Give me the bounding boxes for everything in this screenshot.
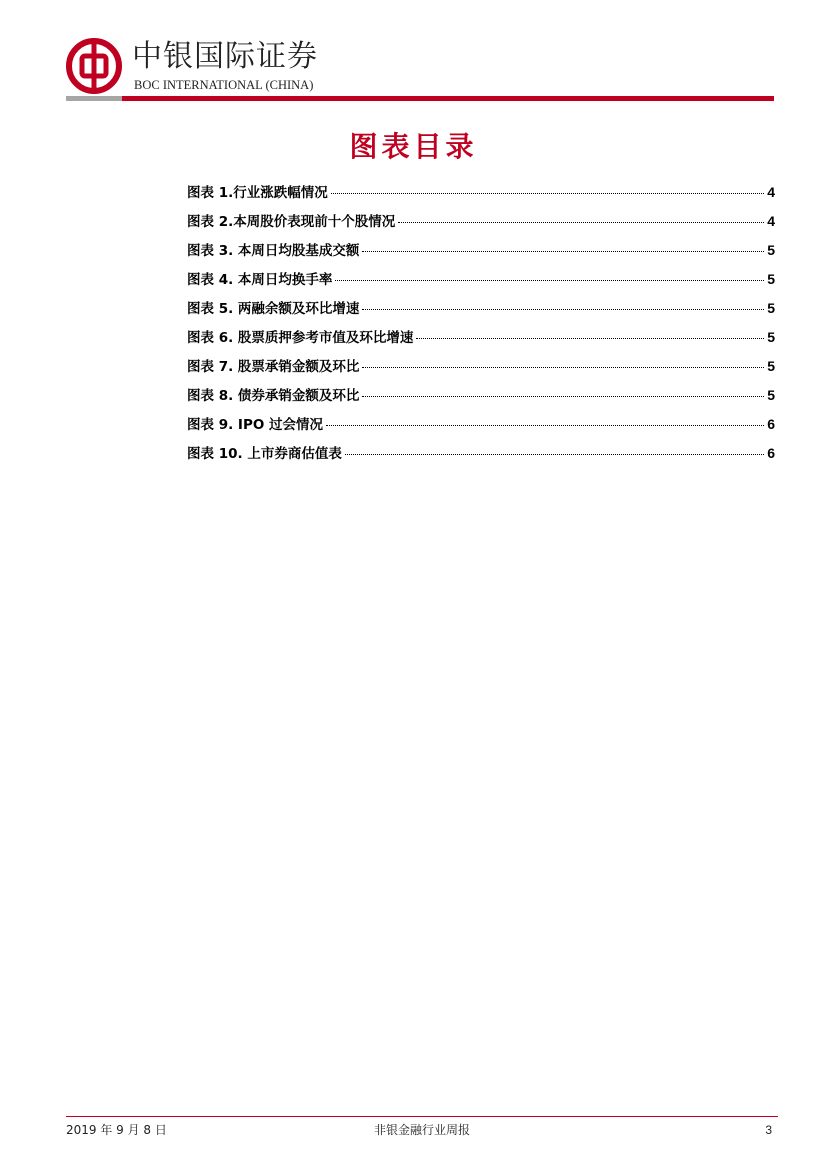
- toc-entry-page: 5: [767, 329, 775, 345]
- header-divider-red: [122, 96, 774, 101]
- toc-entry-label: 图表 6. 股票质押参考市值及环比增速: [187, 330, 414, 346]
- toc-entry-label: 图表 1.行业涨跌幅情况: [187, 185, 328, 201]
- toc-dot-leader: [362, 251, 764, 252]
- brand-name-english: BOC INTERNATIONAL (CHINA): [134, 78, 314, 92]
- header-divider: [66, 96, 774, 101]
- toc-entry-figure-2[interactable]: [187, 210, 775, 239]
- toc-entry-figure-7[interactable]: [187, 355, 775, 384]
- toc-dot-leader: [345, 454, 764, 455]
- toc-entry-page: 5: [767, 358, 775, 374]
- page-footer: [66, 1122, 778, 1140]
- brand-name-chinese: 中银国际证券: [132, 39, 318, 74]
- footer-divider: [66, 1116, 778, 1117]
- boc-coin-logo-icon: [66, 38, 122, 94]
- toc-entry-page: 5: [767, 387, 775, 403]
- footer-report-name: 非银金融行业周报: [373, 1123, 470, 1137]
- toc-entry-label: 图表 3. 本周日均股基成交额: [187, 243, 360, 259]
- footer-date: 2019 年 9 月 8 日: [66, 1123, 167, 1137]
- toc-entry-page: 4: [767, 213, 775, 229]
- toc-entry-page: 5: [767, 242, 775, 258]
- page-header: [66, 36, 774, 104]
- toc-entry-label: 图表 10. 上市券商估值表: [187, 446, 342, 462]
- toc-dot-leader: [362, 396, 764, 397]
- toc-entry-page: 5: [767, 271, 775, 287]
- toc-entry-figure-9[interactable]: [187, 413, 775, 442]
- toc-entry-figure-4[interactable]: [187, 268, 775, 297]
- toc-dot-leader: [335, 280, 764, 281]
- toc-entry-figure-5[interactable]: [187, 297, 775, 326]
- footer-page-number: 3: [765, 1123, 772, 1137]
- toc-dot-leader: [326, 425, 764, 426]
- toc-entry-label: 图表 4. 本周日均换手率: [187, 272, 333, 288]
- toc-entry-page: 4: [767, 184, 775, 200]
- toc-entry-figure-1[interactable]: [187, 181, 775, 210]
- toc-entry-figure-8[interactable]: [187, 384, 775, 413]
- toc-title: 图表目录: [349, 130, 478, 163]
- toc-entry-label: 图表 8. 债券承销金额及环比: [187, 388, 360, 404]
- toc-dot-leader: [398, 222, 764, 223]
- toc-dot-leader: [331, 193, 764, 194]
- toc-entry-figure-3[interactable]: [187, 239, 775, 268]
- toc-entry-figure-10[interactable]: [187, 442, 775, 471]
- toc-entry-label: 图表 7. 股票承销金额及环比: [187, 359, 360, 375]
- toc-entry-page: 6: [767, 445, 775, 461]
- toc-entry-figure-6[interactable]: [187, 326, 775, 355]
- toc-entry-page: 5: [767, 300, 775, 316]
- toc-entry-label: 图表 9. IPO 过会情况: [187, 417, 324, 433]
- toc-dot-leader: [416, 338, 764, 339]
- toc-entry-page: 6: [767, 416, 775, 432]
- toc-dot-leader: [362, 309, 764, 310]
- table-of-figures: [187, 181, 775, 471]
- toc-entry-label: 图表 5. 两融余额及环比增速: [187, 301, 360, 317]
- toc-dot-leader: [362, 367, 764, 368]
- toc-entry-label: 图表 2.本周股价表现前十个股情况: [187, 214, 396, 230]
- header-divider-gray: [66, 96, 122, 101]
